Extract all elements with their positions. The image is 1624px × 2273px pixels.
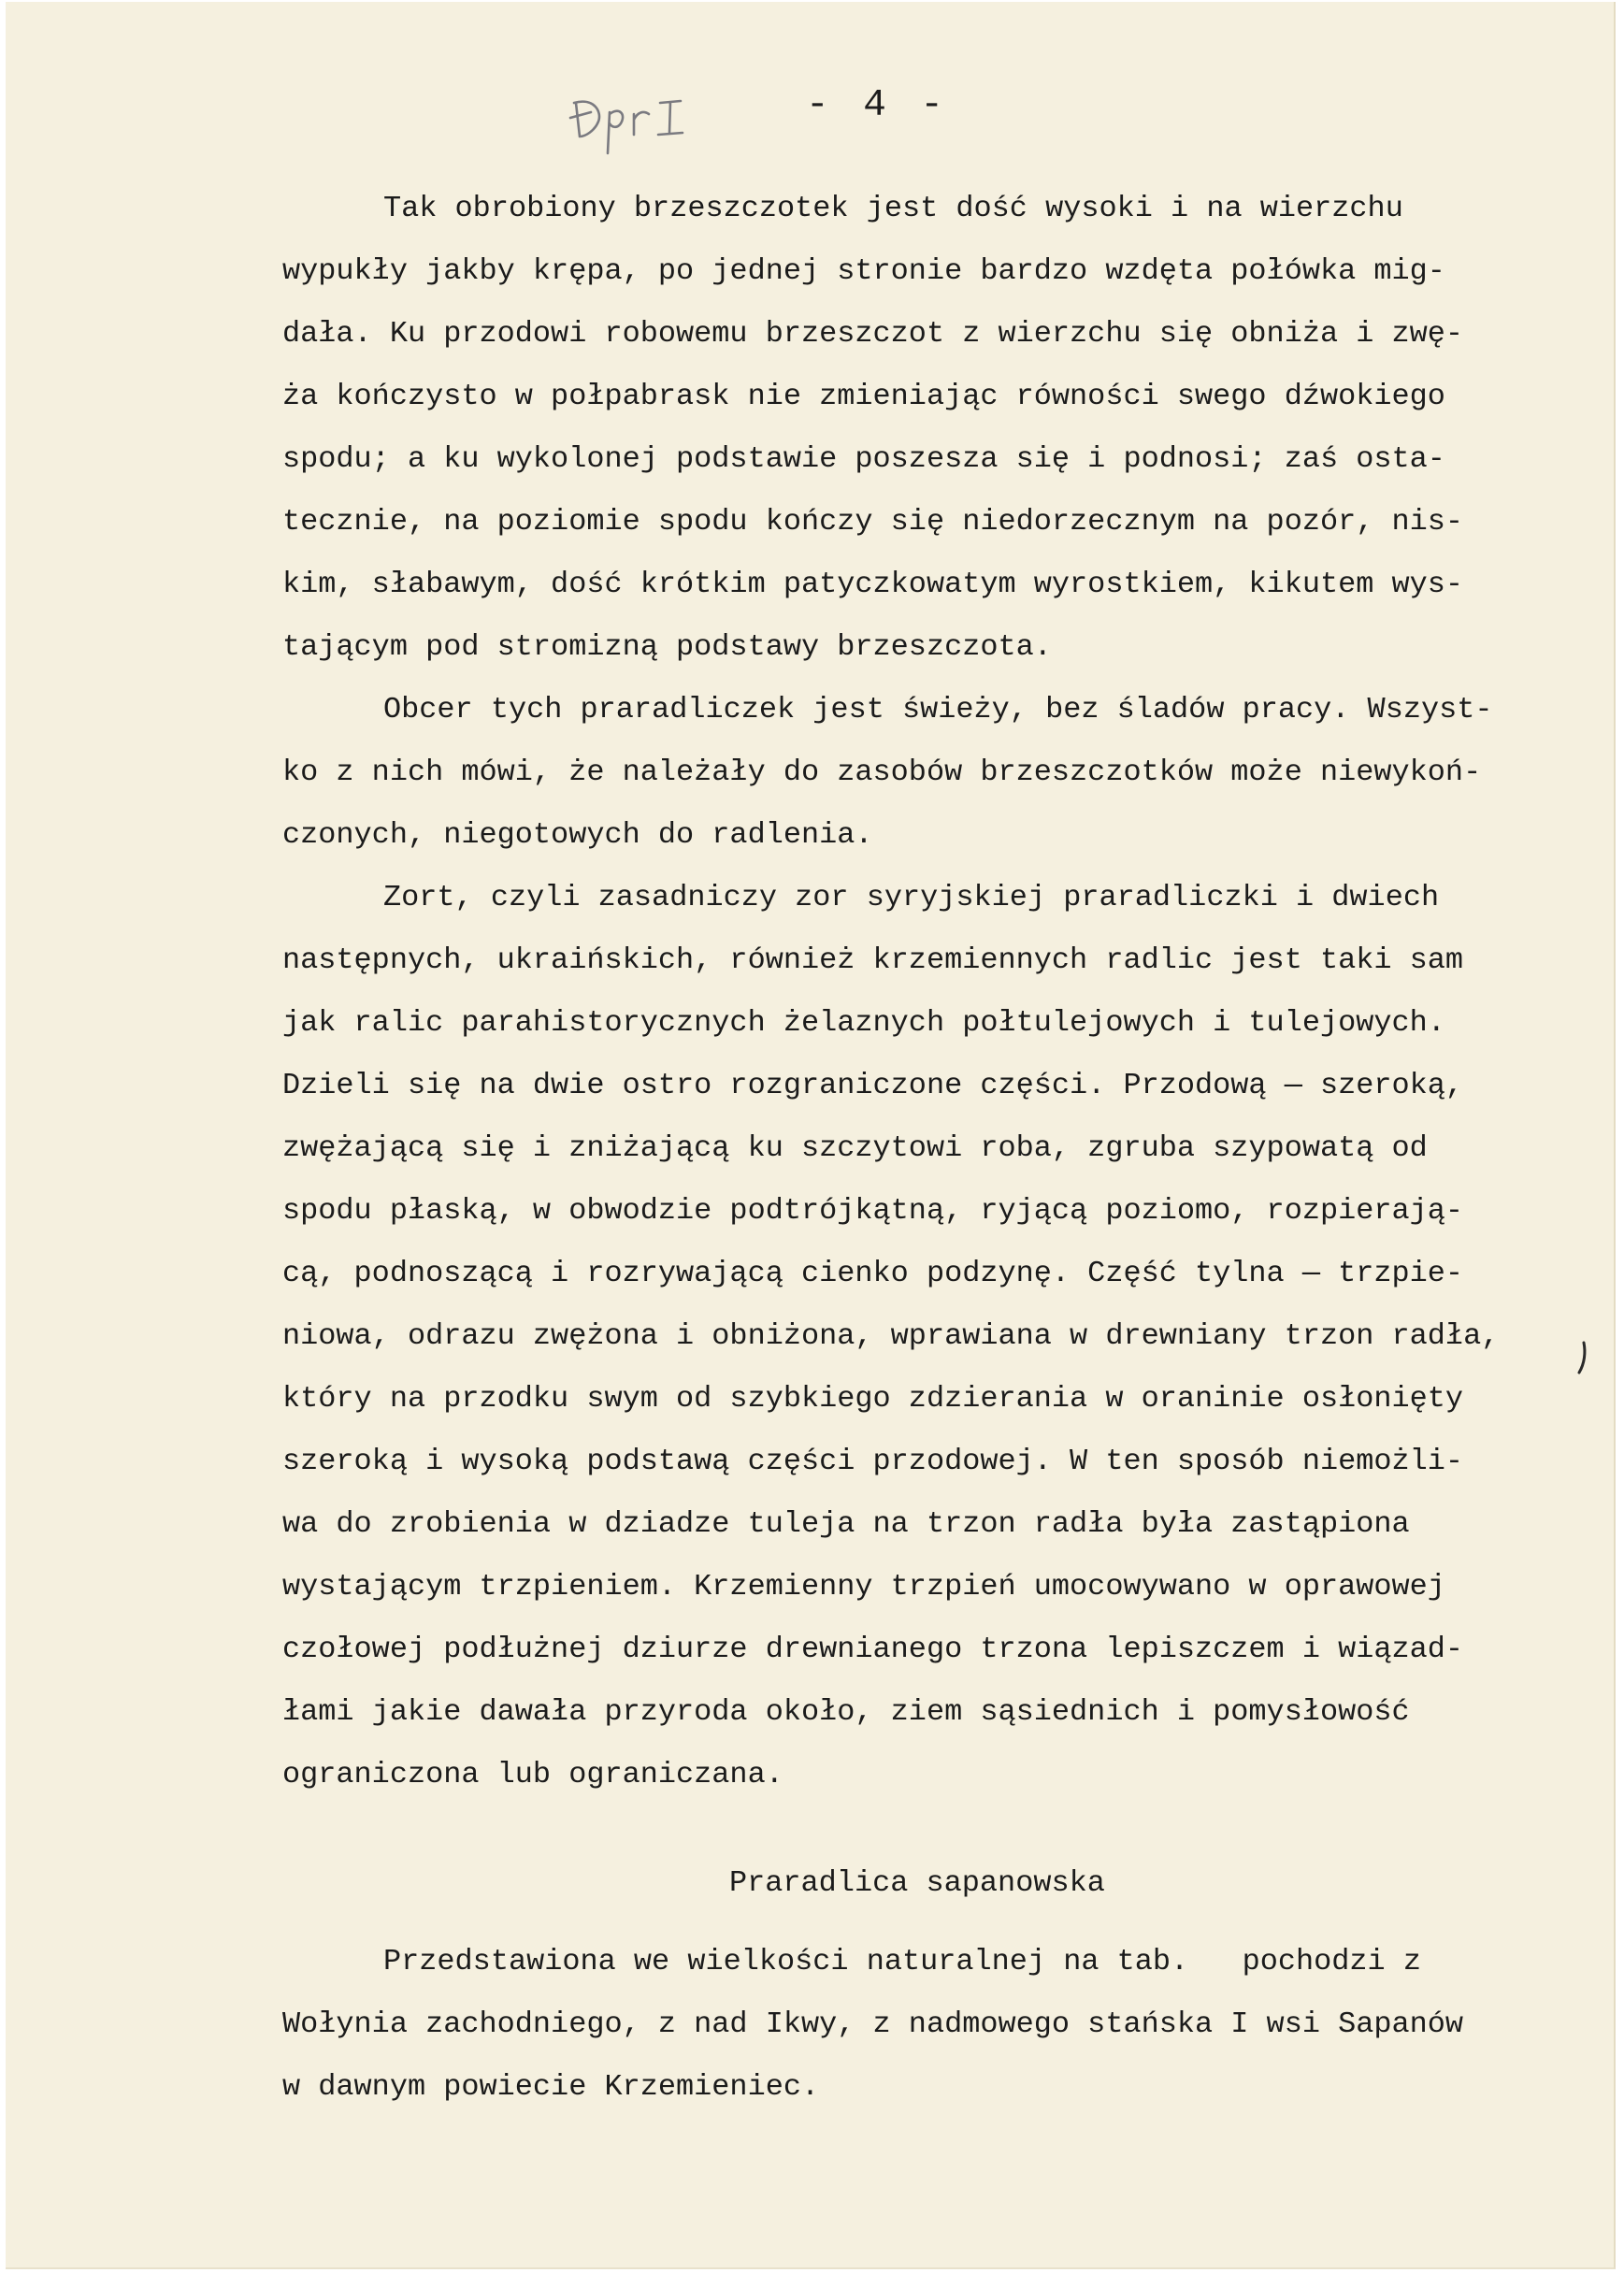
text-line: Przedstawiona we wielkości naturalnej na tab. pochodzi z [383, 1944, 1421, 1978]
text-line: cą, podnoszącą i rozrywającą cienko podzynę. Część tylna — trzpie- [282, 1256, 1464, 1290]
text-line: spodu; a ku wykolonej podstawie poszesza się i podnosi; zaś osta- [282, 441, 1445, 476]
text-line: dała. Ku przodowi robowemu brzeszczot z wierzchu się obniża i zwę- [282, 316, 1464, 351]
section-heading: Praradlica sapanowska [729, 1865, 1105, 1900]
text-line: który na przodku swym od szybkiego zdzierania w oraninie osłonięty [282, 1381, 1464, 1416]
text-line: Obcer tych praradliczek jest świeży, bez śladów pracy. Wszyst- [383, 692, 1493, 726]
text-line: ograniczona lub ograniczana. [282, 1757, 783, 1791]
text-line: ża kończysto w połpabrask nie zmieniając równości swego dźwokiego [282, 379, 1445, 413]
margin-tick-mark [1576, 1341, 1589, 1376]
text-line: wypukły jakby krępa, po jednej stronie bardzo wzdęta połówka mig- [282, 253, 1445, 288]
text-line: Dzieli się na dwie ostro rozgraniczone części. Przodową — szeroką, [282, 1068, 1464, 1102]
page-number: - 4 - [806, 84, 950, 127]
handwritten-pencil-note [567, 92, 726, 157]
text-line: czołowej podłużnej dziurze drewnianego trzona lepiszczem i wiązad- [282, 1632, 1464, 1666]
text-line: spodu płaską, w obwodzie podtrójkątną, ryjącą poziomo, rozpierają- [282, 1193, 1464, 1228]
text-line: w dawnym powiecie Krzemieniec. [282, 2069, 820, 2104]
text-line: tającym pod stromizną podstawy brzeszczota. [282, 629, 1052, 664]
text-line: zwężającą się i zniżającą ku szczytowi roba, zgruba szypowatą od [282, 1130, 1428, 1165]
document-page [6, 2, 1616, 2269]
text-line: Tak obrobiony brzeszczotek jest dość wysoki i na wierzchu [383, 191, 1403, 225]
text-line: łami jakie dawała przyroda około, ziem sąsiednich i pomysłowość [282, 1694, 1410, 1729]
text-line: niowa, odrazu zwężona i obniżona, wprawiana w drewniany trzon radła, [282, 1318, 1500, 1353]
text-line: Wołynia zachodniego, z nad Ikwy, z nadmowego stańska I wsi Sapanów [282, 2007, 1464, 2041]
text-line: wystającym trzpieniem. Krzemienny trzpień umocowywano w oprawowej [282, 1569, 1445, 1604]
text-line: tecznie, na poziomie spodu kończy się niedorzecznym na pozór, nis- [282, 504, 1464, 539]
text-line: kim, słabawym, dość krótkim patyczkowatym wyrostkiem, kikutem wys- [282, 567, 1464, 601]
text-line: Zort, czyli zasadniczy zor syryjskiej praradliczki i dwiech [383, 880, 1440, 914]
text-line: wa do zrobienia w dziadze tuleja na trzon radła była zastąpiona [282, 1506, 1410, 1541]
text-line: ko z nich mówi, że należały do zasobów brzeszczotków może niewykoń- [282, 755, 1482, 789]
text-line: szeroką i wysoką podstawą części przodowej. W ten sposób niemożli- [282, 1444, 1464, 1478]
text-line: czonych, niegotowych do radlenia. [282, 817, 873, 852]
text-line: jak ralic parahistorycznych żelaznych połtulejowych i tulejowych. [282, 1005, 1445, 1040]
text-line: następnych, ukraińskich, również krzemiennych radlic jest taki sam [282, 942, 1464, 977]
